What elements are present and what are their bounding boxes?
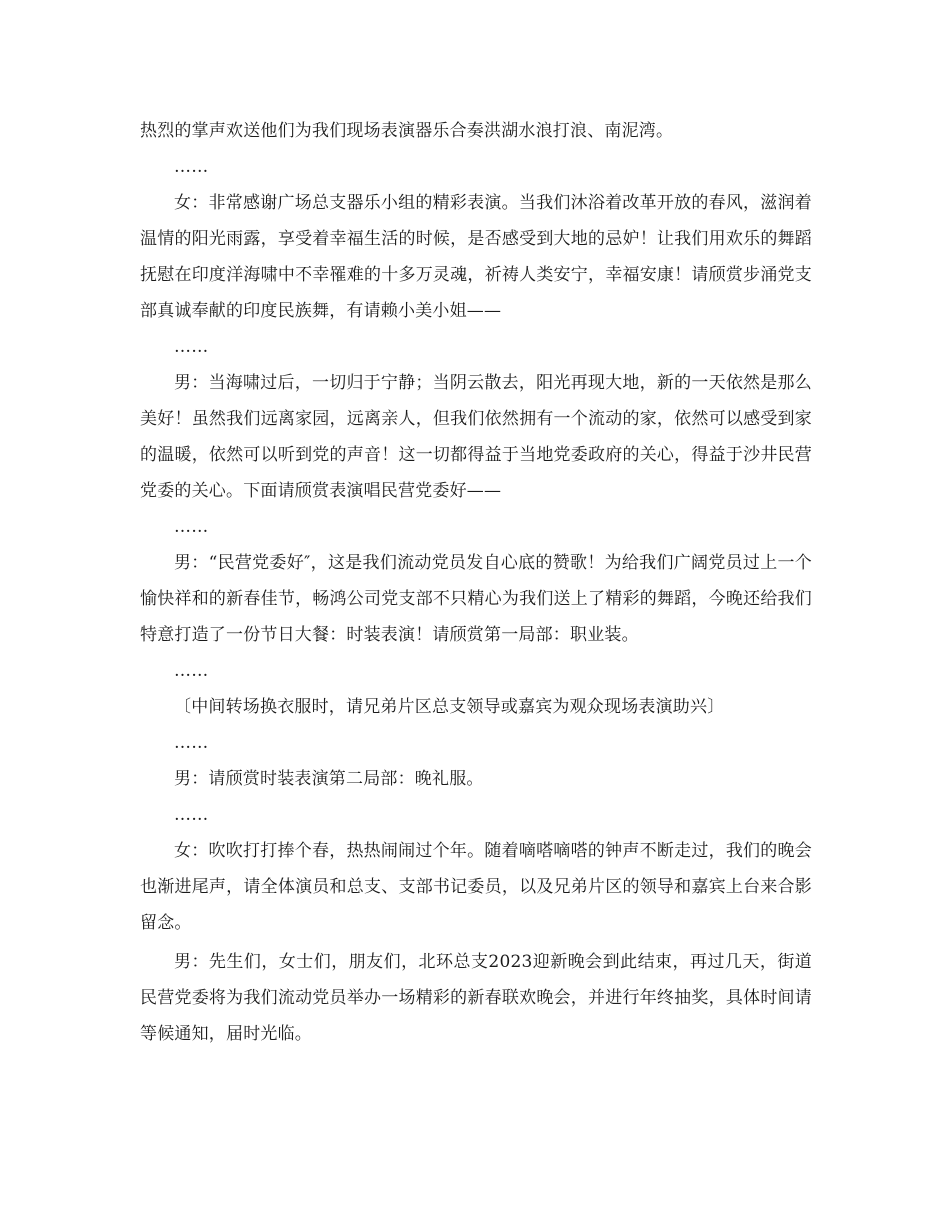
paragraph-male-host: 男：当海啸过后，一切归于宁静；当阴云散去，阳光再现大地，新的一天依然是那么美好！虽然我们远离家园，远离亲人，但我们依然拥有一个流动的家，依然可以感受到家的温暖，依然可以听到党的声音！这一切都得益于当地党委政府的关心，得益于沙井民营党委的关心。下面请颀赏表演唱民营党委好—— <box>140 373 812 501</box>
paragraph-female-host: 女：非常感谢广场总支器乐小组的精彩表演。当我们沐浴着改革开放的春风，滋润着温情的阳光雨露，享受着幸福生活的时候，是否感受到大地的忌妒！让我们用欢乐的舞蹈抚慰在印度洋海啸中不幸罹难的十多万灵魂，祈祷人类安宁，幸福安康！请颀赏步涌党支部真诚奉献的印度民族舞，有请赖小美小姐—— <box>140 193 812 321</box>
paragraph-male-host-closing: 男：先生们，女士们，朋友们，北环总支2023迎新晚会到此结束，再过几天，街道民营党委将为我们流动党员举办一场精彩的新春联欢晚会，并进行年终抽奖，具体时间请等候通知，届时光临。 <box>140 952 812 1044</box>
ellipsis-separator: …… <box>174 661 209 681</box>
paragraph-continuation: 热烈的掌声欢送他们为我们现场表演器乐合奏洪湖水浪打浪、南泥湾。 <box>140 121 674 141</box>
ellipsis-separator: …… <box>174 157 209 177</box>
ellipsis-separator: …… <box>174 805 209 825</box>
paragraph-male-host: 男：请颀赏时装表演第二局部：晚礼服。 <box>174 769 484 789</box>
paragraph-female-host: 女：吹吹打打捧个春，热热闹闹过个年。随着嘀嗒嘀嗒的钟声不断走过，我们的晚会也渐进尾声，请全体演员和总支、支部书记委员，以及兄弟片区的领导和嘉宾上台来合影留念。 <box>140 841 812 933</box>
ellipsis-separator: …… <box>174 517 209 537</box>
ellipsis-separator: …… <box>174 337 209 357</box>
stage-direction: 〔中间转场换衣服时，请兄弟片区总支领导或嘉宾为观众现场表演助兴〕 <box>174 697 725 717</box>
paragraph-male-host: 男：“民营党委好″，这是我们流动党员发自心底的赞歌！为给我们广阔党员过上一个愉快祥和的新春佳节，畅鸿公司党支部不只精心为我们送上了精彩的舞蹈，今晚还给我们特意打造了一份节日大餐：时装表演！请颀赏第一局部：职业装。 <box>140 553 812 645</box>
document-body <box>140 113 812 1052</box>
ellipsis-separator: …… <box>174 733 209 753</box>
